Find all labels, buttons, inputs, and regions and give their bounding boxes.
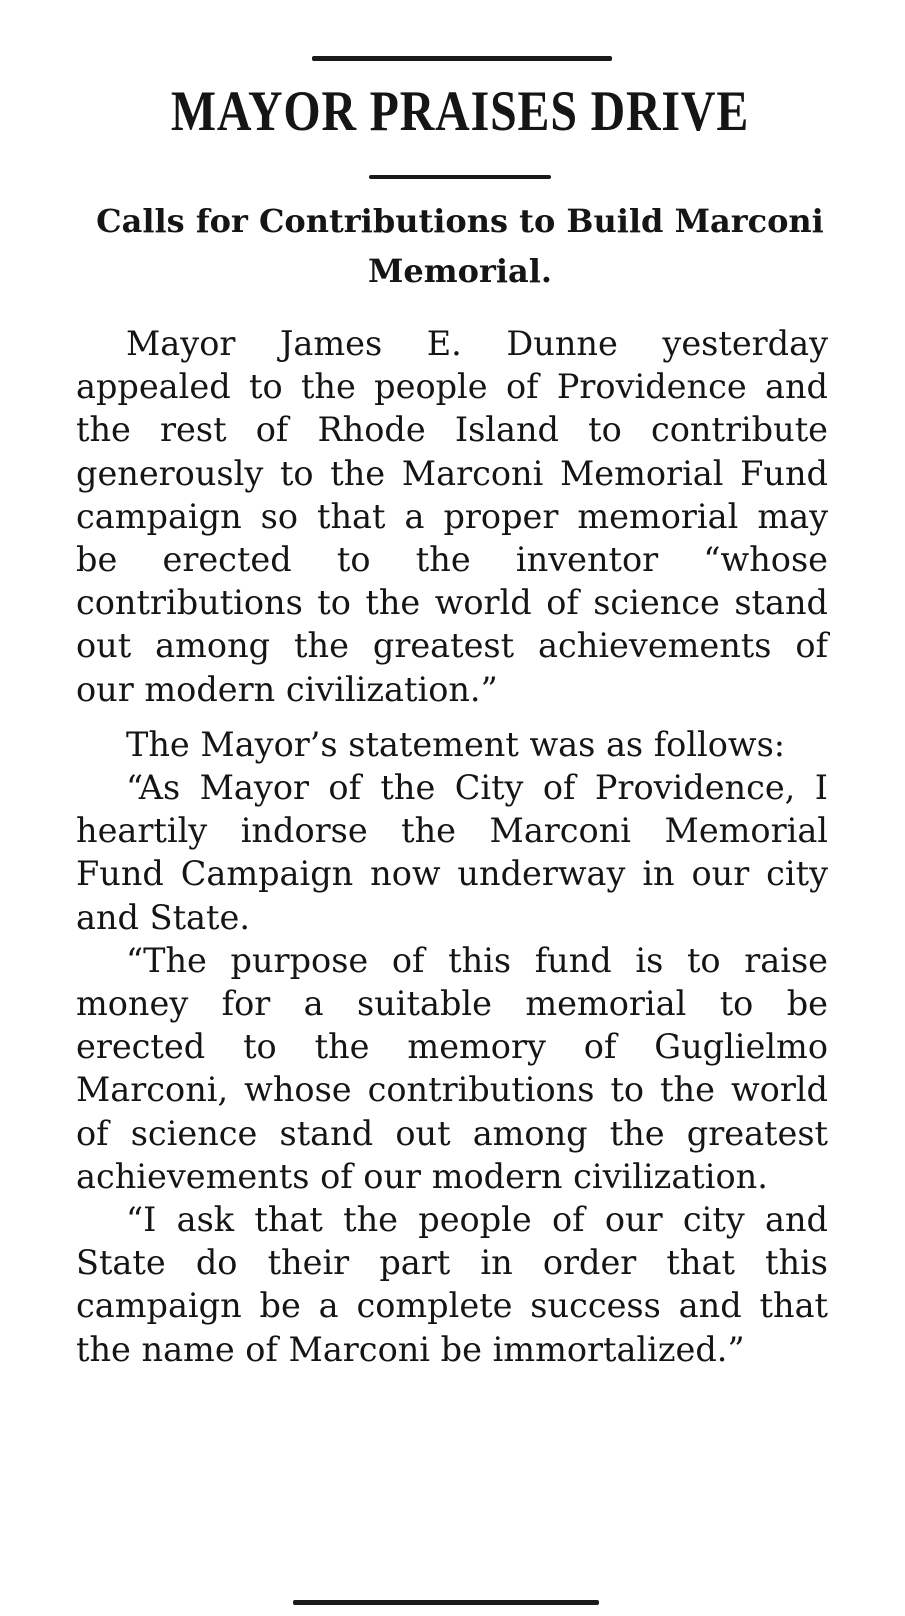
paragraph-quote-endorsement: “As Mayor of the City of Providence, I heartily indorse the Marconi Memorial Fund Campaign now underway in our city and State. — [76, 768, 828, 937]
paragraph-statement-intro: The Mayor’s statement was as follows: — [126, 724, 786, 764]
paragraph-intro: Mayor James E. Dunne yesterday appealed to the people of Providence and the rest of Rhode Island to contribute generously to the Marconi Memorial Fund campaign so that a proper memorial may be erected to the inventor “whose contributions to the world of science stand out among the greatest achievements of our modern civilization.” — [76, 324, 828, 709]
paragraph-quote-purpose: “The purpose of this fund is to raise money for a suitable memorial to be erected to the memory of Guglielmo Marconi, whose contributions to the world of science stand out among the greatest achievements of our modern civilization. — [76, 940, 828, 1196]
article-body — [76, 322, 828, 1371]
headline: MAYOR PRAISES DRIVE — [170, 80, 750, 143]
headline-divider — [369, 175, 551, 179]
paragraph-quote-appeal: “I ask that the people of our city and State do their part in order that this campaign be a complete success and that the name of Marconi be immortalized.” — [76, 1200, 828, 1369]
bottom-rule — [293, 1600, 599, 1605]
subheadline: Calls for Contributions to Build Marconi Memorial. — [96, 202, 824, 290]
top-rule — [312, 56, 612, 61]
